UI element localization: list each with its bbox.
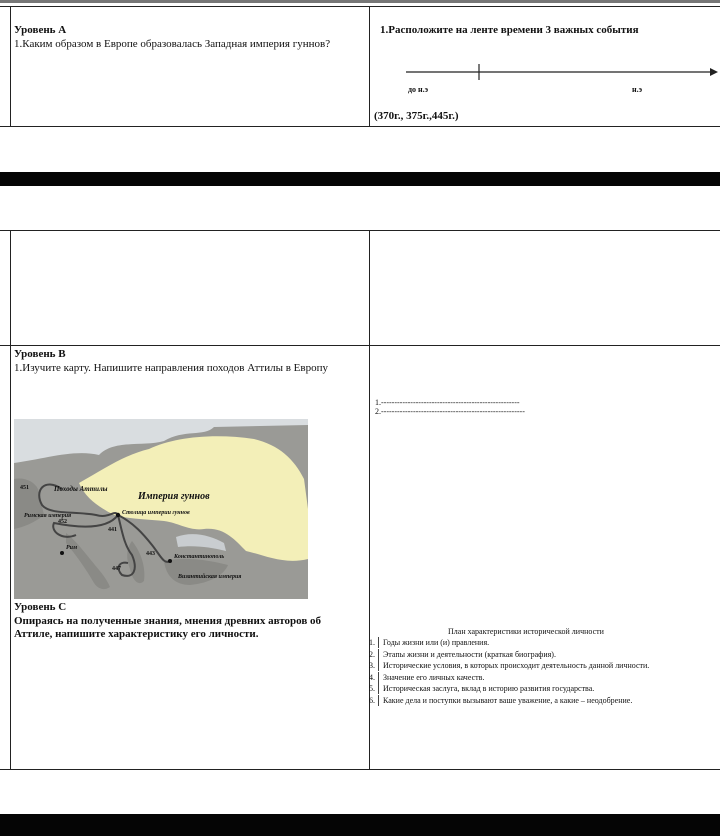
level-a-title: Уровень А: [14, 24, 67, 36]
map-year-441: 441: [108, 527, 117, 533]
attila-campaigns-map: [14, 419, 308, 599]
plan-item-number: 4.: [355, 672, 379, 683]
map-label-roman: Римская империя: [24, 513, 72, 519]
timeline-arrow: [400, 62, 720, 82]
timeline-years: (370г., 375г.,445г.): [374, 110, 459, 122]
map-label-capital: Столица империи гуннов: [122, 510, 190, 516]
page-separator-band: [0, 172, 720, 186]
plan-item-number: 1.: [355, 637, 379, 648]
level-b-title: Уровень В: [14, 348, 66, 360]
answer-line-2: 2.------------------------------------------------------: [375, 407, 525, 416]
plan-item-number: 6.: [355, 695, 379, 706]
plan-item-text: Историческая заслуга, вклад в историю развития государства.: [383, 684, 595, 694]
timeline-bc-label: до н.э: [408, 85, 429, 94]
plan-item: [355, 649, 556, 660]
map-label-rome: Рим: [66, 545, 78, 551]
table2-top-border: [0, 230, 720, 231]
table2-row-border: [0, 345, 720, 346]
timeline-ad-label: н.э: [632, 85, 643, 94]
plan-item-text: Этапы жизни и деятельности (краткая биография).: [383, 649, 556, 659]
table1-left-border: [10, 6, 11, 126]
table1-mid-border: [369, 6, 370, 126]
plan-item-number: 3.: [355, 660, 379, 671]
plan-item: [355, 672, 484, 683]
level-b-task: 1.Изучите карту. Напишите направления походов Аттилы в Европу: [14, 362, 328, 374]
map-label-byzantine: Византийская империя: [178, 574, 242, 580]
answer-line-1: 1.----------------------------------------------------: [375, 398, 520, 407]
plan-item-number: 2.: [355, 649, 379, 660]
plan-item-number: 5.: [355, 683, 379, 694]
table2-left-border: [10, 230, 11, 769]
plan-item-text: Исторические условия, в которых происходит деятельность данной личности.: [383, 661, 650, 671]
map-label-empire: Империя гуннов: [138, 491, 210, 502]
table2-bottom-border: [0, 769, 720, 770]
plan-item: [355, 637, 489, 648]
plan-item: [355, 695, 632, 706]
map-label-constantinople: Константинополь: [174, 554, 225, 560]
plan-item-text: Значение его личных качеств.: [383, 672, 485, 682]
timeline-task: 1.Расположите на ленте времени 3 важных события: [380, 24, 639, 36]
plan-item: [355, 660, 649, 671]
page-bottom-band: [0, 814, 720, 836]
table1-top-border: [0, 6, 720, 7]
plan-item-text: Годы жизни или (и) правления.: [383, 638, 490, 647]
level-c-title: Уровень С: [14, 601, 67, 613]
map-year-443: 443: [146, 551, 155, 557]
map-label-campaigns: Походы Аттилы: [54, 485, 108, 493]
plan-item: [355, 683, 594, 694]
map-year-451: 451: [20, 485, 29, 491]
top-edge: [0, 0, 720, 3]
map-graphic: [14, 419, 308, 599]
map-year-452: 452: [58, 519, 67, 525]
level-a-task: 1.Каким образом в Европе образовалась Западная империя гуннов?: [14, 38, 331, 50]
level-c-task: Опираясь на полученные знания, мнения древних авторов об Аттиле, напишите характеристику его личности.: [14, 615, 322, 640]
table1-bottom-border: [0, 126, 720, 127]
map-year-447: 447: [112, 566, 121, 572]
plan-item-text: Какие дела и поступки вызывают ваше уважение, а какие – неодобрение.: [383, 696, 633, 705]
plan-title: План характеристики исторической личности: [448, 627, 604, 636]
